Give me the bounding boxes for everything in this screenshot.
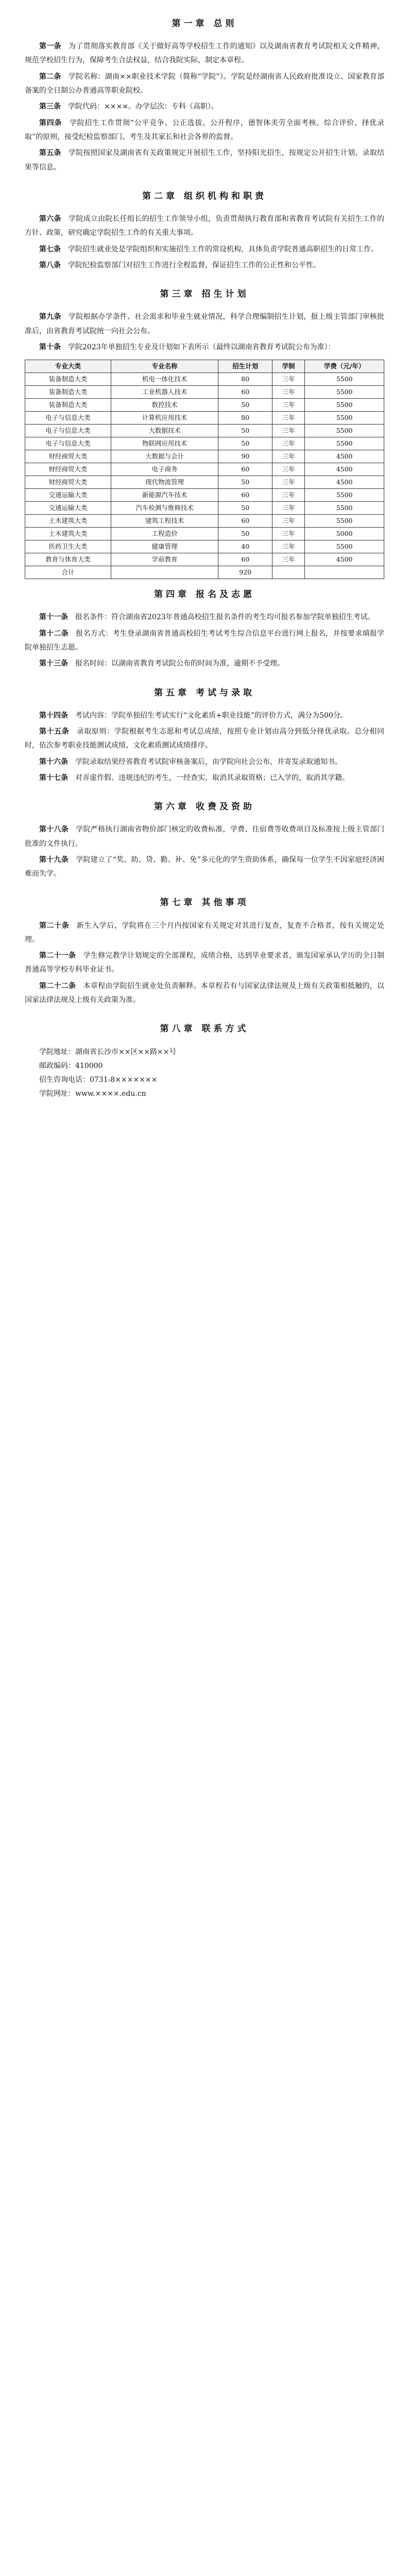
table-cell: 60 [218,463,272,476]
table-cell: 汽车检测与维修技术 [111,502,218,515]
table-cell: 学前教育 [111,553,218,566]
article-number: 第一条 [39,42,61,51]
article-text: 学院录取结果经省教育考试院审核备案后，由学院向社会公布，并寄发录取通知书。 [68,757,342,766]
table-cell: 4500 [305,553,384,566]
table-cell: 装备制造大类 [25,373,111,386]
table-cell: 交通运输大类 [25,502,111,515]
table-cell: 5500 [305,399,384,412]
article-text: 为了贯彻落实教育部《关于做好高等学校招生工作的通知》以及湖南省教育考试院相关文件精神，规范学校招生行为，保障考生合法权益，结合我院实际，制定本章程。 [25,42,385,65]
article-paragraph [25,979,384,1008]
table-cell: 三年 [272,399,305,412]
article-number: 第二十条 [39,921,70,930]
chapter-title: 第五章 考试与录取 [154,687,255,698]
table-header-cell: 专业大类 [25,360,111,373]
table-cell: 工业机器人技术 [111,386,218,399]
chapters-section-b [25,586,384,1007]
article-number: 第十一条 [39,613,68,622]
table-cell: 电子与信息大类 [25,412,111,425]
article-number: 第二条 [39,72,61,81]
table-cell: 三年 [272,528,305,540]
table-cell [111,566,218,579]
chapter-title: 第六章 收费及资助 [154,802,255,812]
article-paragraph [25,853,384,882]
table-header-row [25,360,384,373]
table-cell: 50 [218,399,272,412]
chapter-title: 第一章 总则 [172,19,237,29]
table-cell: 三年 [272,437,305,450]
table-cell: 三年 [272,425,305,437]
contact-line: 学院网址：www.××××.edu.cn [39,1090,146,1098]
table-cell: 三年 [272,463,305,476]
article-text: 学院成立由院长任组长的招生工作领导小组，负责贯彻执行教育部和省教育考试院有关招生工作的方针、政策，研究确定学院招生工作的有关重大事项。 [25,214,385,238]
table-row [25,515,384,528]
table-cell: 80 [218,373,272,386]
article-paragraph [25,243,384,257]
article-paragraph [25,771,384,785]
table-cell: 60 [218,489,272,502]
table-cell: 三年 [272,412,305,425]
article-paragraph [25,823,384,851]
footer-spacer [25,1101,384,1112]
table-cell: 5500 [305,540,384,553]
table-cell: 物联网应用技术 [111,437,218,450]
table-cell: 5500 [305,515,384,528]
article-number: 第四条 [39,118,62,127]
table-cell: 财经商贸大类 [25,463,111,476]
table-cell: 大数据与会计 [111,450,218,463]
article-paragraph [25,212,384,241]
table-row [25,463,384,476]
contact-line: 招生咨询电话：0731-8××××××× [39,1076,158,1084]
table-cell: 50 [218,502,272,515]
table-cell: 三年 [272,450,305,463]
article-paragraph [25,40,384,68]
table-row [25,450,384,463]
article-paragraph [25,70,384,98]
table-cell: 50 [218,528,272,540]
article-number: 第十三条 [39,659,68,668]
article-number: 第九条 [39,313,61,321]
table-cell: 三年 [272,373,305,386]
table-row [25,540,384,553]
table-cell: 三年 [272,489,305,502]
chapter-title: 第二章 组织机构和职责 [142,191,267,201]
table-row [25,553,384,566]
article-text: 学院按照国家及湖南省有关政策规定开展招生工作，坚持阳光招生，按规定公开招生计划、录取结果等信息。 [25,149,385,172]
table-cell: 三年 [272,553,305,566]
table-cell: 5500 [305,437,384,450]
table-row [25,502,384,515]
table-cell: 土木建筑大类 [25,515,111,528]
table-header-cell: 专业名称 [111,360,218,373]
table-cell: 920 [218,566,272,579]
contact-line: 邮政编码：410000 [39,1061,103,1070]
article-paragraph [25,725,384,753]
article-number: 第二十二条 [39,981,76,990]
table-cell: 大数据技术 [111,425,218,437]
table-cell: 三年 [272,515,305,528]
article-text: 考试内容：学院单独招生考试实行“文化素质+职业技能”的评价方式，满分为500分。 [68,711,348,720]
article-paragraph [25,146,384,175]
article-text: 学院建立了“奖、助、贷、勤、补、免”多元化的学生资助体系，确保每一位学生不因家庭经济困难而失学。 [25,855,385,878]
table-row [25,386,384,399]
table-cell: 建筑工程技术 [111,515,218,528]
table-cell: 现代物流管理 [111,476,218,489]
table-cell [305,566,384,579]
table-cell: 5500 [305,386,384,399]
table-cell: 4500 [305,463,384,476]
table-cell: 医药卫生大类 [25,540,111,553]
article-paragraph [25,310,384,338]
table-cell: 50 [218,476,272,489]
table-cell: 5500 [305,489,384,502]
table-cell [272,566,305,579]
article-text: 学院招生工作贯彻“公平竞争、公正选拔、公开程序，德智体美劳全面考核、综合评价、择优录取”的原则，接受纪检监察部门、考生及其家长和社会各界的监督。 [25,118,385,141]
article-paragraph [25,755,384,769]
table-cell: 90 [218,450,272,463]
table-cell: 工程造价 [111,528,218,540]
table-cell: 健康管理 [111,540,218,553]
table-cell: 60 [218,515,272,528]
article-paragraph [25,259,384,273]
article-text: 学院纪检监察部门对招生工作进行全程监督，保证招生工作的公正性和公平性。 [61,261,320,269]
table-cell: 三年 [272,502,305,515]
article-number: 第十条 [39,343,61,351]
article-number: 第十六条 [39,757,68,766]
article-paragraph [25,657,384,671]
article-number: 第八条 [39,261,61,269]
article-paragraph [25,919,384,947]
table-row [25,425,384,437]
article-text: 本章程由学院招生就业处负责解释。本章程若有与国家法律法规及上级有关政策相抵触的，以国家法律法规及上级有关政策为准。 [25,981,385,1005]
article-number: 第五条 [39,149,61,158]
table-row [25,399,384,412]
table-cell: 5500 [305,502,384,515]
table-cell: 40 [218,540,272,553]
table-row [25,412,384,425]
article-paragraph [25,100,384,114]
chapters-section-a [25,15,384,354]
table-cell: 教育与体育大类 [25,553,111,566]
article-number: 第六条 [39,214,61,223]
article-number: 第十八条 [39,825,69,834]
table-header-cell: 学制 [272,360,305,373]
article-paragraph [25,949,384,977]
article-number: 第十二条 [39,629,69,638]
table-cell: 5500 [305,412,384,425]
table-cell: 三年 [272,386,305,399]
table-cell: 数控技术 [111,399,218,412]
table-row [25,437,384,450]
article-text: 学院代码：××××。办学层次：专科（高职）。 [61,103,218,111]
article-paragraph [25,627,384,655]
article-number: 第十九条 [39,855,69,864]
table-cell: 财经商贸大类 [25,450,111,463]
table-cell: 4500 [305,450,384,463]
contact-line: 学院地址：湖南省长沙市××区××路××号 [39,1047,177,1056]
table-cell: 5500 [305,373,384,386]
table-cell: 三年 [272,476,305,489]
chapter-title: 第四章 报名及志愿 [154,589,255,600]
table-cell: 5000 [305,528,384,540]
table-row [25,528,384,540]
table-header-cell: 学费（元/年） [305,360,384,373]
article-paragraph [25,341,384,354]
table-cell: 电子商务 [111,463,218,476]
table-cell: 装备制造大类 [25,399,111,412]
table-cell: 80 [218,412,272,425]
table-cell: 财经商贸大类 [25,476,111,489]
table-cell: 50 [218,437,272,450]
article-text: 报名时间：以湖南省教育考试院公布的时间为准，逾期不予受理。 [68,659,284,668]
table-body [25,373,384,579]
article-text: 新生入学后，学院将在三个月内按国家有关规定对其进行复查，复查不合格者，按有关规定处理。 [25,921,384,944]
table-cell: 交通运输大类 [25,489,111,502]
table-row [25,476,384,489]
article-number: 第七条 [39,245,61,253]
chapter-title: 第七章 其他事项 [160,897,249,908]
article-paragraph [25,611,384,624]
table-cell: 计算机应用技术 [111,412,218,425]
table-cell: 装备制造大类 [25,386,111,399]
article-text: 录取原则：学院根据考生志愿和考试总成绩，按照专业计划由高分到低分择优录取。总分相同时，依次参考职业技能测试成绩、文化素质测试成绩排序。 [25,727,384,750]
article-text: 学院2023年单独招生专业及计划如下表所示（最终以湖南省教育考试院公布为准）： [61,343,335,351]
table-cell: 机电一体化技术 [111,373,218,386]
article-number: 第二十一条 [39,952,76,960]
table-cell: 土木建筑大类 [25,528,111,540]
chapter-title: 第三章 招生计划 [160,289,249,300]
article-text: 报名方式：考生登录湖南省普通高校招生考试考生综合信息平台进行网上报名，并按要求填报学院单独招生志愿。 [25,629,385,652]
article-text: 学生修完教学计划规定的全部课程，成绩合格，达到毕业要求者，颁发国家承认学历的全日制普通高等学校专科毕业证书。 [25,952,385,974]
article-text: 对弄虚作假、违规违纪的考生，一经查实，取消其录取资格；已入学的，取消其学籍。 [68,773,349,782]
table-cell: 合计 [25,566,111,579]
article-number: 第十七条 [39,773,68,782]
table-cell: 电子与信息大类 [25,425,111,437]
article-text: 学院严格执行湖南省物价部门核定的收费标准，学费、住宿费等收费项目及标准按上级主管部门批准的文件执行。 [25,825,385,848]
table-cell: 新能源汽车技术 [111,489,218,502]
table-row [25,373,384,386]
article-number: 第十五条 [39,727,70,736]
table-header-cell: 招生计划 [218,360,272,373]
table-cell: 电子与信息大类 [25,437,111,450]
contact-lines [25,1045,384,1101]
article-number: 第三条 [39,103,61,111]
enrollment-quota-table [25,360,384,579]
article-text: 学院名称：湖南××职业技术学院（简称“学院”）。学院是经湖南省人民政府批准设立、国家教育部备案的全日制公办普通高等职业院校。 [25,72,384,95]
article-number: 第十四条 [39,711,68,720]
table-cell: 60 [218,553,272,566]
table-cell: 4500 [305,476,384,489]
table-cell: 三年 [272,540,305,553]
table-cell: 5500 [305,425,384,437]
contact-chapter-title: 第八章 联系方式 [160,1024,249,1035]
table-row [25,489,384,502]
table-cell: 60 [218,386,272,399]
article-paragraph [25,116,384,145]
article-text: 学院根据办学条件、社会需求和毕业生就业情况，科学合理编制招生计划，报上级主管部门审核批准后，由省教育考试院统一向社会公布。 [25,313,385,335]
table-row [25,566,384,579]
article-paragraph [25,709,384,723]
article-text: 报名条件：符合湖南省2023年普通高校招生报名条件的考生均可报名参加学院单独招生考试。 [68,613,375,622]
table-cell: 50 [218,425,272,437]
article-text: 学院招生就业处是学院组织和实施招生工作的常设机构，具体负责学院普通高职招生的日常工作。 [61,245,378,253]
